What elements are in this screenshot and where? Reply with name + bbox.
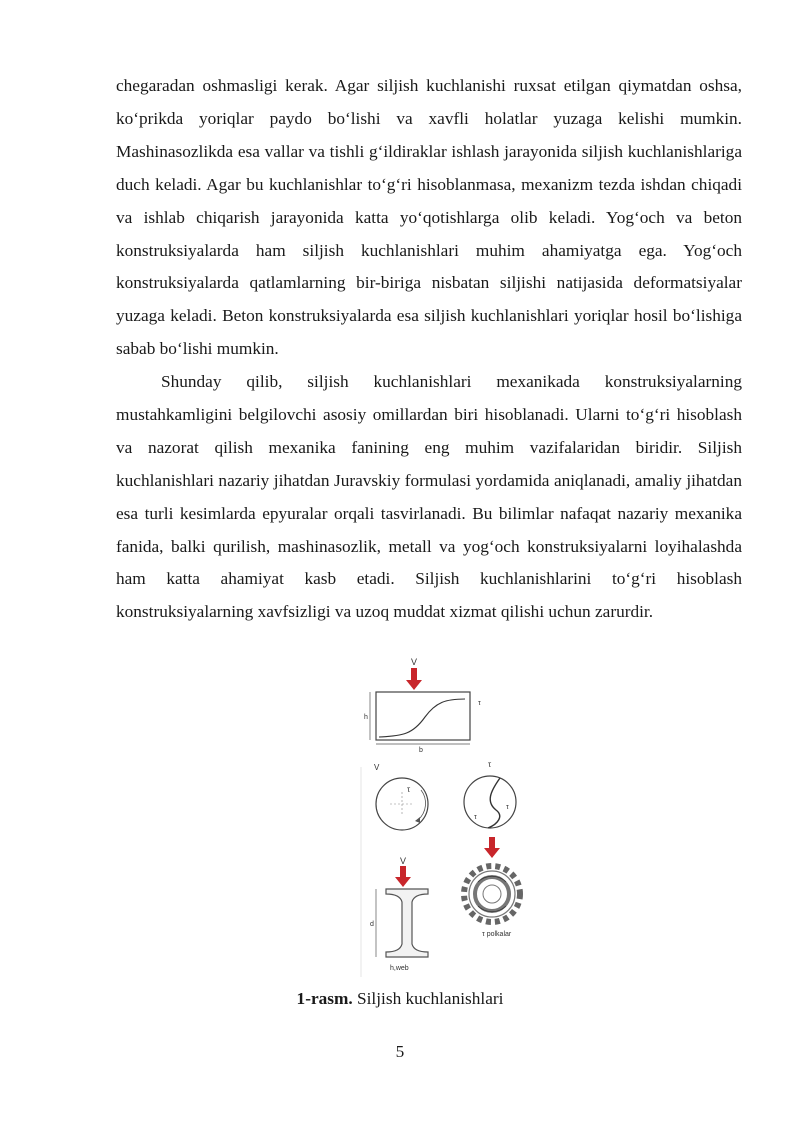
i-beam-section-diagram bbox=[370, 856, 428, 972]
shear-stress-figure bbox=[358, 652, 543, 982]
thin-circle-section-diagram bbox=[464, 760, 516, 828]
i-beam-shape bbox=[386, 889, 428, 957]
circle1-v-label: V bbox=[374, 763, 380, 772]
figure-caption bbox=[0, 987, 800, 1011]
rect-tau-label: τ bbox=[478, 700, 481, 707]
gear-icon bbox=[464, 866, 520, 922]
circular-section-diagram bbox=[374, 763, 428, 830]
ibeam-d-label: d bbox=[370, 921, 374, 928]
rect-h-label: h bbox=[364, 714, 368, 721]
figure-illustration bbox=[358, 652, 543, 982]
circle2-tau-right-label: τ bbox=[506, 804, 509, 811]
circle2-tau-top-label: τ bbox=[488, 760, 492, 769]
ibeam-web-label: h,web bbox=[390, 965, 409, 972]
figure-caption-text: Siljish kuchlanishlari bbox=[352, 989, 504, 1008]
load-arrow-icon bbox=[406, 668, 422, 690]
rectangular-section-diagram bbox=[364, 657, 481, 754]
shear-curve bbox=[379, 699, 465, 737]
gear-diagram bbox=[464, 837, 520, 938]
page-number: 5 bbox=[395, 1042, 405, 1061]
rect-v-label: V bbox=[410, 657, 418, 667]
load-arrow-icon bbox=[395, 866, 411, 887]
ibeam-v-label: V bbox=[399, 856, 407, 866]
load-arrow-icon bbox=[484, 837, 500, 858]
figure-caption-number: 1-rasm. bbox=[296, 989, 353, 1008]
circle2-tau-left-label: τ bbox=[474, 814, 477, 821]
body-paragraph-1: chegaradan oshmasligi kerak. Agar siljish kuchlanishi ruxsat etilgan qiymatdan oshsa, ko‘prikda yoriqlar paydo bo‘lishi va xavfli holatlar yuzaga kelishi mumkin. Mashinasozlikda esa vallar va tishli g‘ildiraklar ishlash jarayonida siljish kuchlanishlariga duch keladi. Agar bu kuchlanishlar to‘g‘ri hisoblanmasa, mexanizm tezda ishdan chiqadi va ishlab chiqarish jarayonida katta yo‘qotishlarga olib keladi. Yog‘och va beton konstruksiyalarda ham siljish kuchlanishlari muhim ahamiyatga ega. Yog‘och konstruksiyalarda qatlamlarning bir-biriga nisbatan siljishi natijasida deformatsiyalar yuzaga keladi. Beton konstruksiyalarda esa siljish kuchlanishlari yoriqlar hosil bo‘lishiga sabab bo‘lishi mumkin. bbox=[116, 76, 742, 359]
gear-label: τ polkalar bbox=[482, 931, 512, 938]
rect-b-label: b bbox=[419, 747, 423, 754]
body-paragraph-2: Shunday qilib, siljish kuchlanishlari mexanikada konstruksiyalarning mustahkamligini belgilovchi asosiy omillardan biri hisoblanadi. Ularni to‘g‘ri hisoblash va nazorat qilish mexanika fanining eng muhim vazifalaridan biridir. Siljish kuchlanishlari nazariy jihatdan Juravskiy formulasi yordamida aniqlanadi, amaliy jihatdan esa turli kesimlarda epyuralar orqali tasvirlanadi. Bu bilimlar nafaqat nazariy mexanika fanida, balki qurilish, mashinasozlik, metall va yog‘och konstruksiyalarni loyihalashda ham katta ahamiyat kasb etadi. Siljish kuchlanishlarini to‘g‘ri hisoblash konstruksiyalarning xavfsizligi va uzoq muddat xizmat qilishi uchun zarurdir. bbox=[116, 372, 742, 622]
circle1-tau-label: τ bbox=[407, 785, 411, 794]
